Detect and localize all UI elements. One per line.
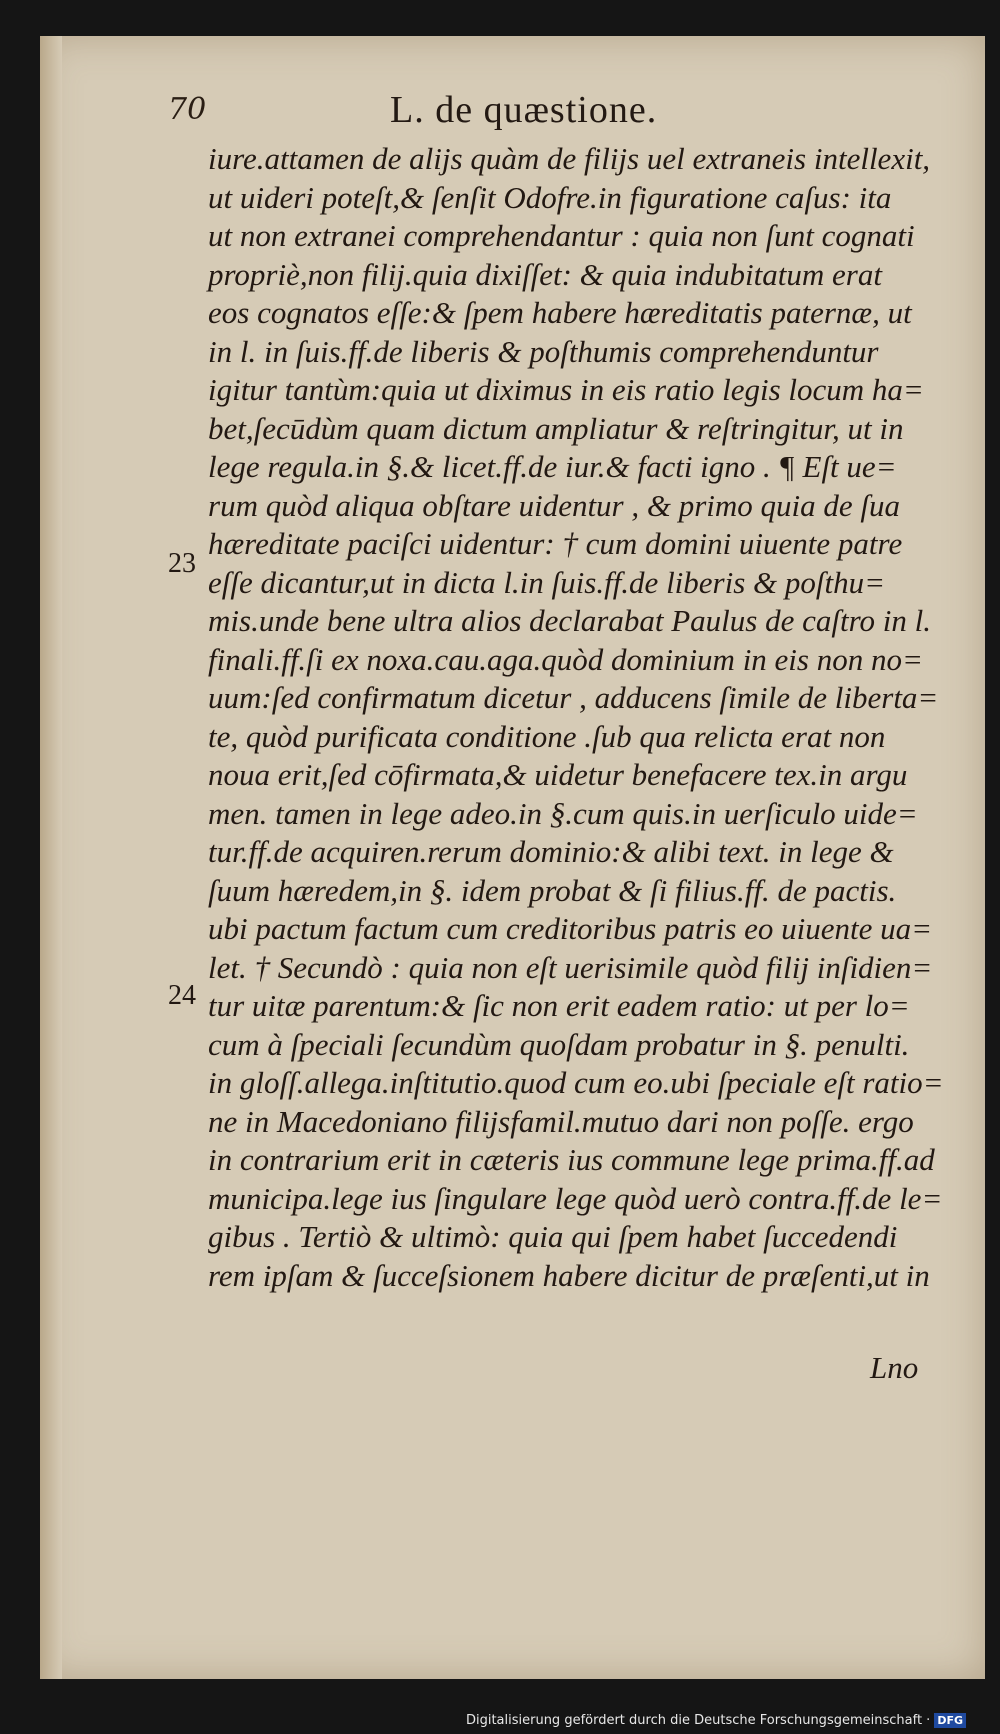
- text-line: men. tamen in lege adeo.in §.cum quis.in uerſiculo uide=: [208, 795, 918, 831]
- text-line: ubi pactum factum cum creditoribus patris eo uiuente ua=: [208, 911, 933, 946]
- text-line: ut non extranei comprehendantur : quia non ſunt cognati: [208, 218, 915, 253]
- text-line: municipa.lege ius ſingulare lege quòd uerò contra.ff.de le=: [208, 1180, 943, 1216]
- digitization-credit: [466, 1713, 966, 1728]
- margin-number: 24: [168, 980, 196, 1011]
- text-line: in gloſſ.allega.inſtitutio.quod cum eo.ubi ſpeciale eſt ratio=: [208, 1065, 944, 1100]
- text-line: ne in Macedoniano filijsfamil.mutuo dari non poſſe. ergo: [208, 1103, 914, 1139]
- catchword: Lno: [870, 1350, 919, 1385]
- text-line: tur.ff.de acquiren.rerum dominio:& alibi text. in lege &: [208, 834, 894, 869]
- text-line: in contrarium erit in cæteris ius commune lege prima.ff.ad: [208, 1142, 935, 1177]
- text-line: rem ipſam & ſucceſsionem habere dicitur de præſenti,ut in: [208, 1257, 930, 1293]
- dfg-logo: DFG: [934, 1713, 966, 1728]
- text-line: rum quòd aliqua obſtare uidentur , & primo quia de ſua: [208, 487, 901, 523]
- text-line: iure.attamen de alijs quàm de filijs uel extraneis intellexit,: [208, 141, 931, 176]
- text-line: ut uideri poteſt,& ſenſit Odofre.in figuratione caſus: ita: [208, 179, 892, 215]
- text-line: tur uitæ parentum:& ſic non erit eadem ratio: ut per lo=: [208, 988, 910, 1023]
- text-line: eos cognatos eſſe:& ſpem habere hæreditatis paternæ, ut: [208, 295, 912, 330]
- text-line: let. † Secundò : quia non eſt uerisimile quòd filij inſidien=: [208, 949, 933, 985]
- running-head: L. de quæstione.: [390, 89, 658, 131]
- text-line: propriè,non filij.quia dixiſſet: & quia indubitatum erat: [208, 256, 882, 292]
- text-line: hæreditate paciſci uidentur: † cum domini uiuente patre: [208, 526, 903, 561]
- text-line: te, quòd purificata conditione .ſub qua relicta erat non: [208, 718, 886, 754]
- text-line: uum:ſed confirmatum dicetur , adducens ſimile de liberta=: [208, 680, 939, 715]
- credit-text: Digitalisierung gefördert durch die Deutsche Forschungsgemeinschaft ·: [465, 1713, 931, 1728]
- page-folio-number: 70: [168, 92, 207, 127]
- text-line: cum à ſpeciali ſecundùm quoſdam probatur in §. penulti.: [208, 1026, 910, 1062]
- text-line: noua erit,ſed cōfirmata,& uidetur benefacere tex.in argu: [208, 757, 908, 792]
- text-line: igitur tantùm:quia ut diximus in eis ratio legis locum ha=: [208, 372, 924, 407]
- text-line: finali.ff.ſi ex noxa.cau.aga.quòd dominium in eis non no=: [208, 641, 923, 677]
- text-line: in l. in ſuis.ff.de liberis & poſthumis comprehenduntur: [208, 333, 879, 369]
- margin-number: 23: [168, 548, 196, 579]
- text-line: ſuum hæredem,in §. idem probat & ſi filius.ff. de pactis.: [208, 872, 897, 908]
- main-text-block: [208, 140, 943, 1295]
- text-line: lege regula.in §.& licet.ff.de iur.& facti igno . ¶ Eſt ue=: [208, 449, 897, 484]
- text-line: eſſe dicantur,ut in dicta l.in ſuis.ff.de liberis & poſthu=: [208, 564, 886, 600]
- page-gutter-shadow: [40, 36, 62, 1679]
- text-line: gibus . Tertiò & ultimò: quia qui ſpem habet ſuccedendi: [208, 1219, 898, 1254]
- text-line: mis.unde bene ultra alios declarabat Paulus de caſtro in l.: [208, 603, 931, 638]
- text-line: bet,ſecūdùm quam dictum ampliatur & reſtringitur, ut in: [208, 410, 904, 446]
